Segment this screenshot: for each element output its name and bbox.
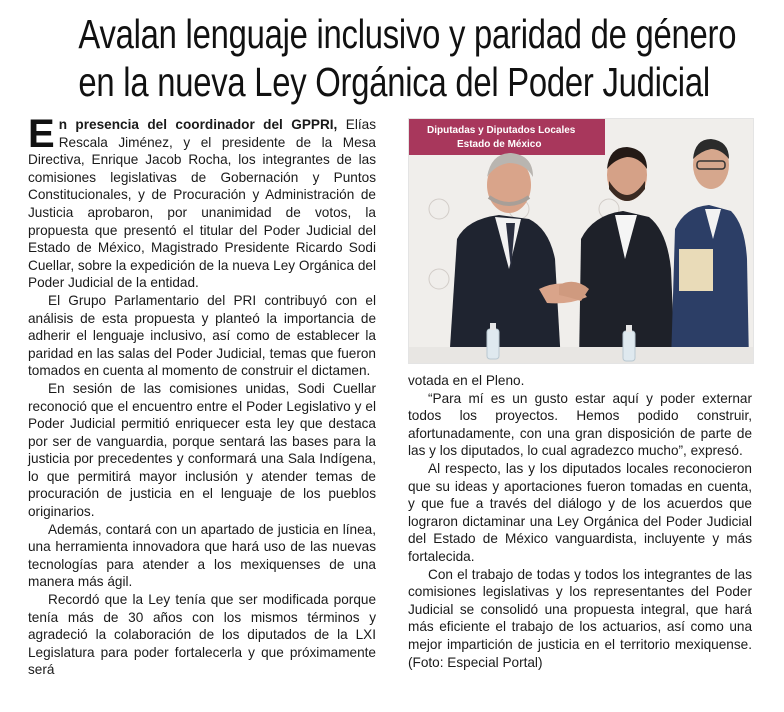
article-headline: [78, 10, 737, 106]
headline-line-2: en la nueva Ley Orgánica del Poder Judicial: [78, 59, 710, 105]
right-paragraph-4: [408, 566, 752, 672]
photo-illustration: [409, 119, 753, 363]
paragraph-1: [28, 112, 377, 292]
lead-text: n presencia del coordinador del GPPRI,: [58, 117, 338, 132]
paragraph-5: Recordó que la Ley tenía que ser modificada porque tenía más de 30 años con los mismos términos y agradeció la colaboración de los diputados de la LXI Legislatura para poder fortalecerla y que próximamente será: [28, 592, 376, 678]
paragraph-4: Además, contará con un apartado de justicia en línea, una herramienta innovadora que hará uso de las nuevas tecnologías para atender a los mexiquenses de una manera más ágil.: [28, 521, 376, 590]
right-paragraph-1: votada en el Pleno.: [408, 373, 525, 388]
right-paragraph-2: “Para mí es un gusto estar aquí y poder externar todos los proyectos. Hemos podido construir, afortunadamente, con una gran disposición de parte de las y los diputados, lo cual agradezco mucho”, expresó.: [408, 390, 752, 459]
headline-line-1: Avalan lenguaje inclusivo y paridad de género: [78, 11, 737, 57]
right-paragraph-3: Al respecto, las y los diputados locales reconocieron que su ideas y aportaciones fueron tomadas en cuenta, y que fue a través del diálogo y de los acuerdos que lograron dictaminar una Ley Orgánica del Poder Judicial del Estado de México vanguardista, incluyente y más fortalecida.: [408, 460, 752, 564]
left-column: [28, 112, 377, 679]
dropcap: E: [28, 112, 55, 156]
banner-line-2: Estado de México: [457, 139, 542, 150]
paragraph-1-text: Elías Rescala Jiménez, y el presidente de la Mesa Directiva, Enrique Jacob Rocha, los integrantes de las comisiones legislativas de Gobernación y Puntos Constitucionales, y de Procuración y Administración de Justicia aprobaron, por unanimidad de votos, la propuesta que presentó el titular del Poder Judicial del Estado de México, Magistrado Presidente Ricardo Sodi Cuellar, sobre la expedición de la nueva Ley Orgánica del Poder Judicial de la entidad.: [28, 117, 377, 291]
paragraph-2: El Grupo Parlamentario del PRI contribuyó con el análisis de esta propuesta y planteó la importancia de adherir el lenguaje inclusivo, así como de establecer la paridad en las salas del Poder Judicial, temas que fueron tomados en cuenta al momento de construir el dictamen.: [28, 292, 376, 379]
article-photo: [408, 118, 754, 364]
photo-credit: (Foto: Especial Portal): [408, 654, 543, 670]
banner-line-1: Diputadas y Diputados Locales: [427, 125, 576, 136]
right-paragraph-4-text: Con el trabajo de todas y todos los integrantes de las comisiones legislativas y los representantes del Poder Judicial se consolidó una propuesta integral, que hará más eficiente el trabajo de los actuarios, así como una mejor impartición de justicia en el territorio mexiquense.: [408, 566, 752, 652]
paragraph-3: En sesión de las comisiones unidas, Sodi Cuellar reconoció que el encuentro entre el Poder Legislativo y el Poder Judicial permitió enriquecer esta ley que destaca por ser de vanguardia, porque sentará las bases para la justicia por precedentes y conformará una Sala Indígena, lo que permitirá mayor inclusión y atender temas de procuración de justicia en el lenguaje de los pueblos originarios.: [28, 380, 376, 520]
right-column: [408, 372, 752, 671]
